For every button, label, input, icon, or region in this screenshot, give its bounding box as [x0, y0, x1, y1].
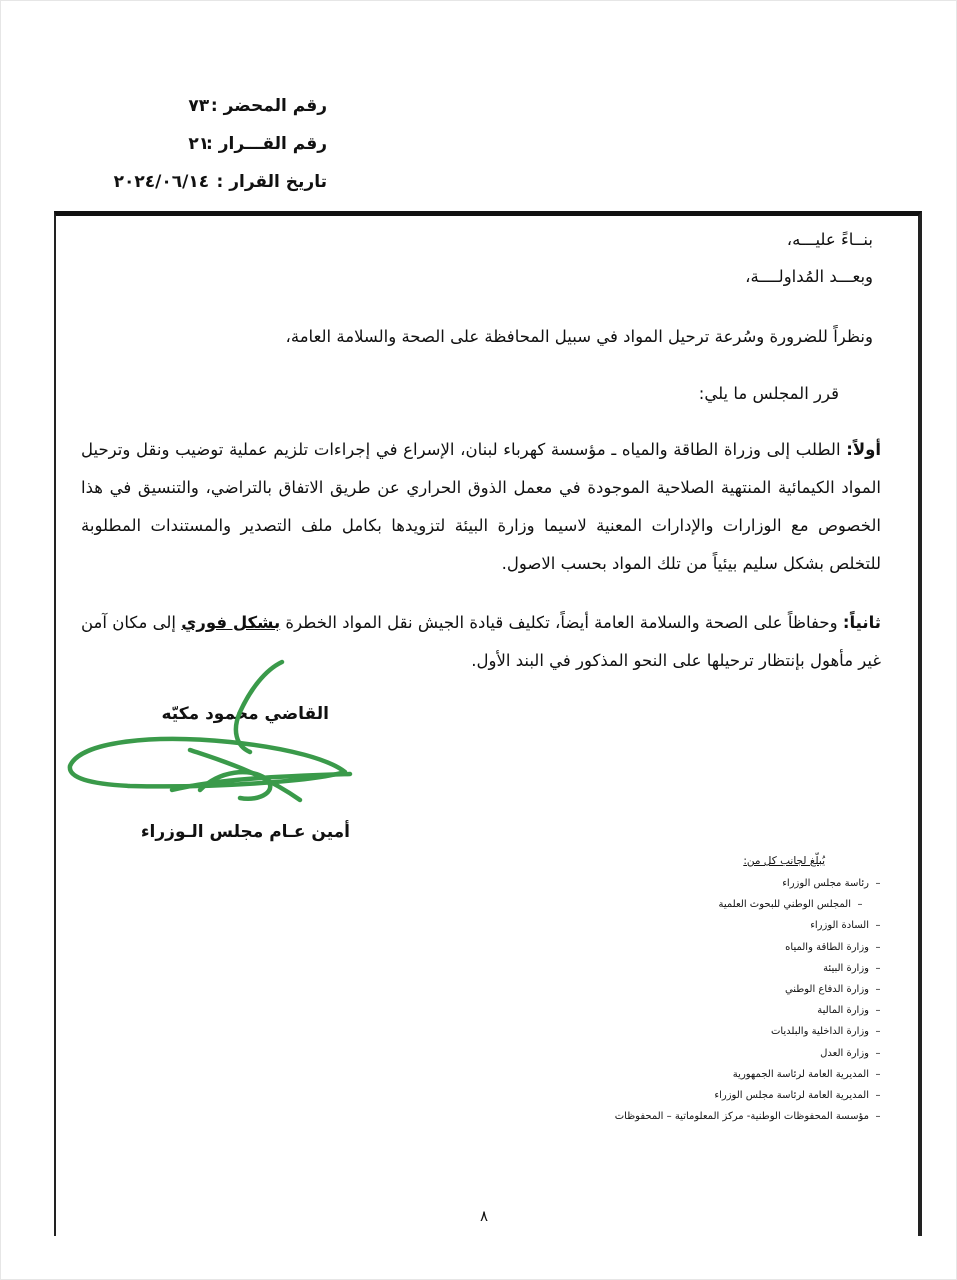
decision-date-row	[114, 172, 327, 192]
handwritten-signature	[60, 650, 360, 820]
minutes-number-value: ٧٣	[188, 96, 210, 116]
recipient-item: –وزارة الداخلية والبلديات	[770, 1026, 881, 1038]
recipient-item: –وزارة الدفاع الوطني	[784, 983, 881, 995]
recipient-item: –السادة الوزراء	[810, 920, 881, 932]
article-second-text-b: إلى مكان آمن غير مأهول بإنتظار ترحيلها على النحو المذكور في البند الأول.	[81, 613, 881, 670]
recipient-item: –مؤسسة المحفوظات الوطنية- مركز المعلوماتية – المحفوظات	[614, 1111, 881, 1123]
page-number: ٨	[480, 1207, 489, 1225]
signatory-name: القاضي محمود مكيّه	[161, 704, 329, 724]
body-line-3: ونظراً للضرورة وسُرعة ترحيل المواد في سبيل المحافظة على الصحة والسلامة العامة،	[285, 327, 873, 346]
article-first	[81, 431, 881, 587]
recipient-item: –المجلس الوطني للبحوث العلمية	[718, 899, 863, 911]
recipient-item: –وزارة العدل	[820, 1047, 881, 1059]
article-second-text-a: وحفاظاً على الصحة والسلامة العامة أيضاً، تكليف قيادة الجيش نقل المواد الخطرة	[285, 613, 838, 632]
minutes-number-row	[188, 96, 327, 116]
signatory-title: أمين عـام مجلس الـوزراء	[140, 822, 350, 842]
recipient-item: –المديرية العامة لرئاسة مجلس الوزراء	[714, 1089, 881, 1101]
article-second-emphasis: بشكل فوري	[181, 613, 281, 632]
recipient-item: –وزارة المالية	[817, 1005, 881, 1017]
recipient-item: –رئاسة مجلس الوزراء	[782, 878, 881, 889]
decision-number-value: ٢١	[188, 134, 210, 154]
decision-number-label: رقم القـــرار :	[206, 134, 327, 154]
decision-date-label: تاريخ القرار :	[216, 172, 327, 192]
body-line-2: وبعـــد المُداولــــة،	[745, 267, 873, 286]
article-first-label: أولاً:	[846, 440, 881, 459]
recipient-item: –المديرية العامة لرئاسة الجمهورية	[732, 1068, 881, 1080]
minutes-number-label: رقم المحضر :	[210, 96, 327, 116]
recipients-list	[615, 873, 887, 1127]
recipients-title: يُبلّغ لجانب كل من:	[743, 855, 825, 867]
article-first-text: الطلب إلى وزراة الطاقة والمياه ـ مؤسسة كهرباء لبنان، الإسراع في إجراءات تلزيم عملية توضيب ونقل وترحيل المواد الكيمائية المنتهية الصلاحية الموجودة في معمل الذوق الحراري عن طريق الاتفاق بالتراضي، والتنسيق في هذا الخصوص مع الوزارات والإدارات المعنية لاسيما وزارة البيئة لتزويدها بكامل ملف التصدير والمستندات المطلوبة للتخلص بشكل سليم بيئياً من تلك المواد بحسب الاصول.	[81, 440, 881, 573]
recipient-item: –وزارة الطاقة والمياه	[785, 941, 881, 953]
decision-date-value: ٢٠٢٤/٠٦/١٤	[113, 172, 210, 192]
recipient-item: –وزارة البيئة	[823, 962, 881, 974]
body-line-1: بنــاءً عليـــه،	[786, 230, 873, 249]
article-second-label: ثانياً:	[842, 613, 881, 632]
decision-number-row	[188, 134, 327, 154]
body-line-4: قرر المجلس ما يلي:	[698, 384, 839, 403]
